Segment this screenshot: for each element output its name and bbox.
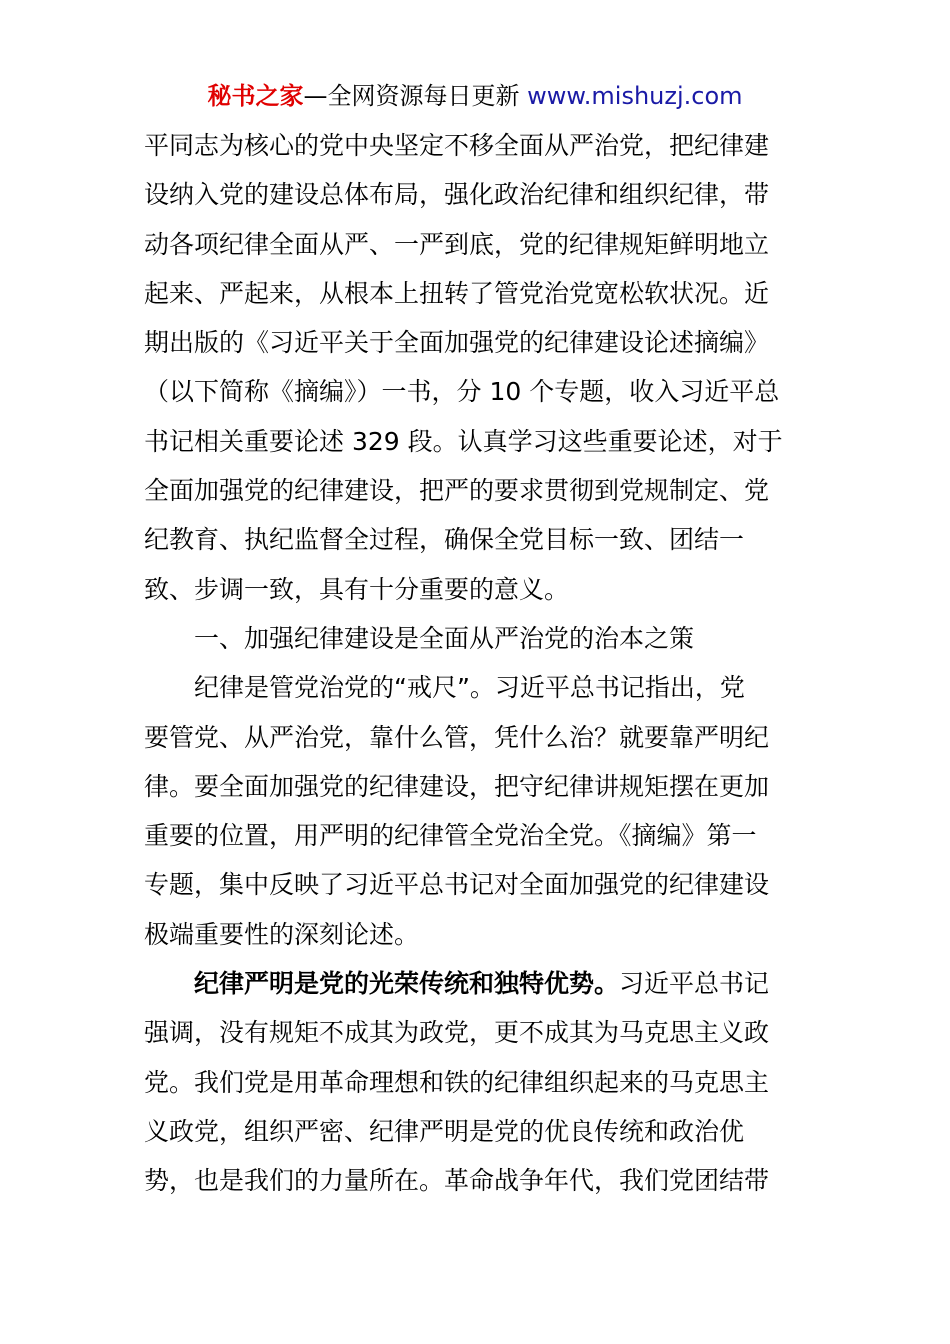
- text-line: 要管党、从严治党，靠什么管，凭什么治？就要靠严明纪: [144, 722, 770, 752]
- text-line: 专题，集中反映了习近平总书记对全面加强党的纪律建设: [144, 870, 770, 900]
- bold-para-rest: 习近平总书记: [619, 969, 770, 999]
- text-line: 极端重要性的深刻论述。: [144, 919, 420, 949]
- site-brand: 秘书之家: [207, 82, 304, 110]
- site-url[interactable]: www.mishuzj.com: [527, 82, 743, 110]
- bold-para-indent: [144, 969, 194, 998]
- text-line: 义政党，组织严密、纪律严明是党的优良传统和政治优: [144, 1116, 745, 1146]
- text-line: 书记相关重要论述 329 段。认真学习这些重要论述，对于: [144, 426, 783, 456]
- text-line: 重要的位置，用严明的纪律管全党治全党。《摘编》第一: [144, 821, 757, 851]
- text-line: 期出版的《习近平关于全面加强党的纪律建设论述摘编》: [144, 328, 770, 358]
- text-line: 起来、严起来，从根本上扭转了管党治党宽松软状况。近: [144, 278, 770, 308]
- bold-lead-sentence: 纪律严明是党的光荣传统和独特优势。: [194, 969, 620, 999]
- text-line: 纪律是管党治党的“戒尺”。习近平总书记指出，党: [144, 673, 745, 703]
- text-line: 致、步调一致，具有十分重要的意义。: [144, 574, 570, 604]
- site-tagline: —全网资源每日更新: [303, 82, 528, 110]
- text-line: （以下简称《摘编》）一书，分 10 个专题，收入习近平总: [144, 377, 780, 407]
- document-body: [144, 121, 814, 1206]
- text-line: 纪教育、执纪监督全过程，确保全党目标一致、团结一: [144, 525, 745, 555]
- text-line: 全面加强党的纪律建设，把严的要求贯彻到党规制定、党: [144, 476, 770, 506]
- text-line: 律。要全面加强党的纪律建设，把守纪律讲规矩摆在更加: [144, 771, 770, 801]
- section-heading: 一、加强纪律建设是全面从严治党的治本之策: [144, 623, 695, 653]
- text-line: 设纳入党的建设总体布局，强化政治纪律和组织纪律，带: [144, 180, 770, 210]
- bold-para-line: [144, 959, 814, 1008]
- text-line: 势，也是我们的力量所在。革命战争年代，我们党团结带: [144, 1166, 770, 1196]
- site-header: [0, 80, 950, 112]
- text-line: 动各项纪律全面从严、一严到底，党的纪律规矩鲜明地立: [144, 229, 770, 259]
- text-line: 党。我们党是用革命理想和铁的纪律组织起来的马克思主: [144, 1067, 770, 1097]
- text-line: 强调，没有规矩不成其为政党，更不成其为马克思主义政: [144, 1018, 770, 1048]
- text-line: 平同志为核心的党中央坚定不移全面从严治党，把纪律建: [144, 131, 770, 160]
